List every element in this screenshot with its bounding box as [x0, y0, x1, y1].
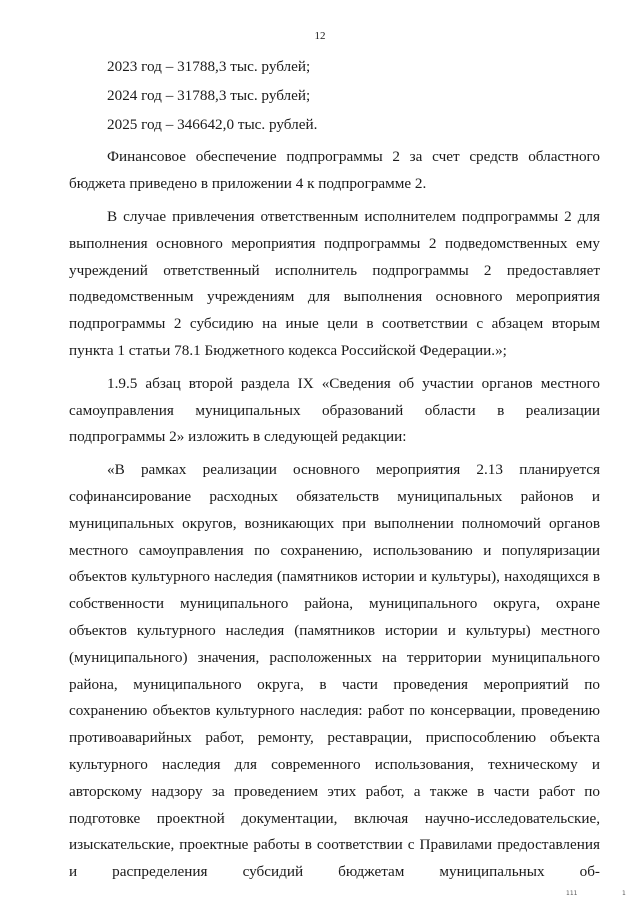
footer-mark-right: 1 [622, 890, 626, 897]
budget-line-2024: 2024 год – 31788,3 тыс. рублей; [107, 86, 311, 104]
paragraph-subsidy: В случае привлечения ответственным исполнителем подпрограммы 2 для выполнения основного мероприятия подпрограммы 2 подведомственных ему учреждений ответственный исполнитель подпрограммы 2 предоставляет подведомственным учреждениям для выполнения основного мероприятия подпрограммы 2 субсидию на иные цели в соответствии с абзацем вторым пункта 1 статьи 78.1 Бюджетного кодекса Российской Федерации.»; [69, 207, 600, 359]
document-body [69, 54, 600, 886]
paragraph-amendment: 1.9.5 абзац второй раздела IX «Сведения об участии органов местного самоуправления муниципальных образований области в реализации подпрограммы 2» изложить в следующей редакции: [69, 374, 600, 446]
paragraph-cofinancing: «В рамках реализации основного мероприятия 2.13 планируется софинансирование расходных обязательств муниципальных районов и муниципальных округов, возникающих при выполнении полномочий органов местного самоуправления по сохранению, использованию и популяризации объектов культурного наследия (памятников истории и культуры), находящихся в собственности муниципального района, муниципального округа, охране объектов культурного наследия (памятников истории и культуры) местного (муниципального) значения, расположенных на территории муниципального района, муниципального округа, в части проведения мероприятий по сохранению объектов культурного наследия: работ по консервации, проведению противоаварийных работ, ремонту, реставрации, приспособлению объекта культурного наследия для современного использования, техническому и авторскому надзору за проведением этих работ, а также в части работ по подготовке проектной документации, включая научно-исследовательские, изыскательские, проектные работы в соответствии с Правилами предоставления и распределения субсидий бюджетам муниципальных об- [69, 461, 600, 881]
budget-line-2025: 2025 год – 346642,0 тыс. рублей. [107, 115, 318, 133]
budget-line-2023: 2023 год – 31788,3 тыс. рублей; [107, 58, 311, 75]
paragraph-financing: Финансовое обеспечение подпрограммы 2 за счет средств областного бюджета приведено в приложении 4 к подпрограмме 2. [69, 148, 600, 193]
footer-mark-left: 111 [566, 890, 578, 897]
page-number: 12 [314, 30, 326, 42]
